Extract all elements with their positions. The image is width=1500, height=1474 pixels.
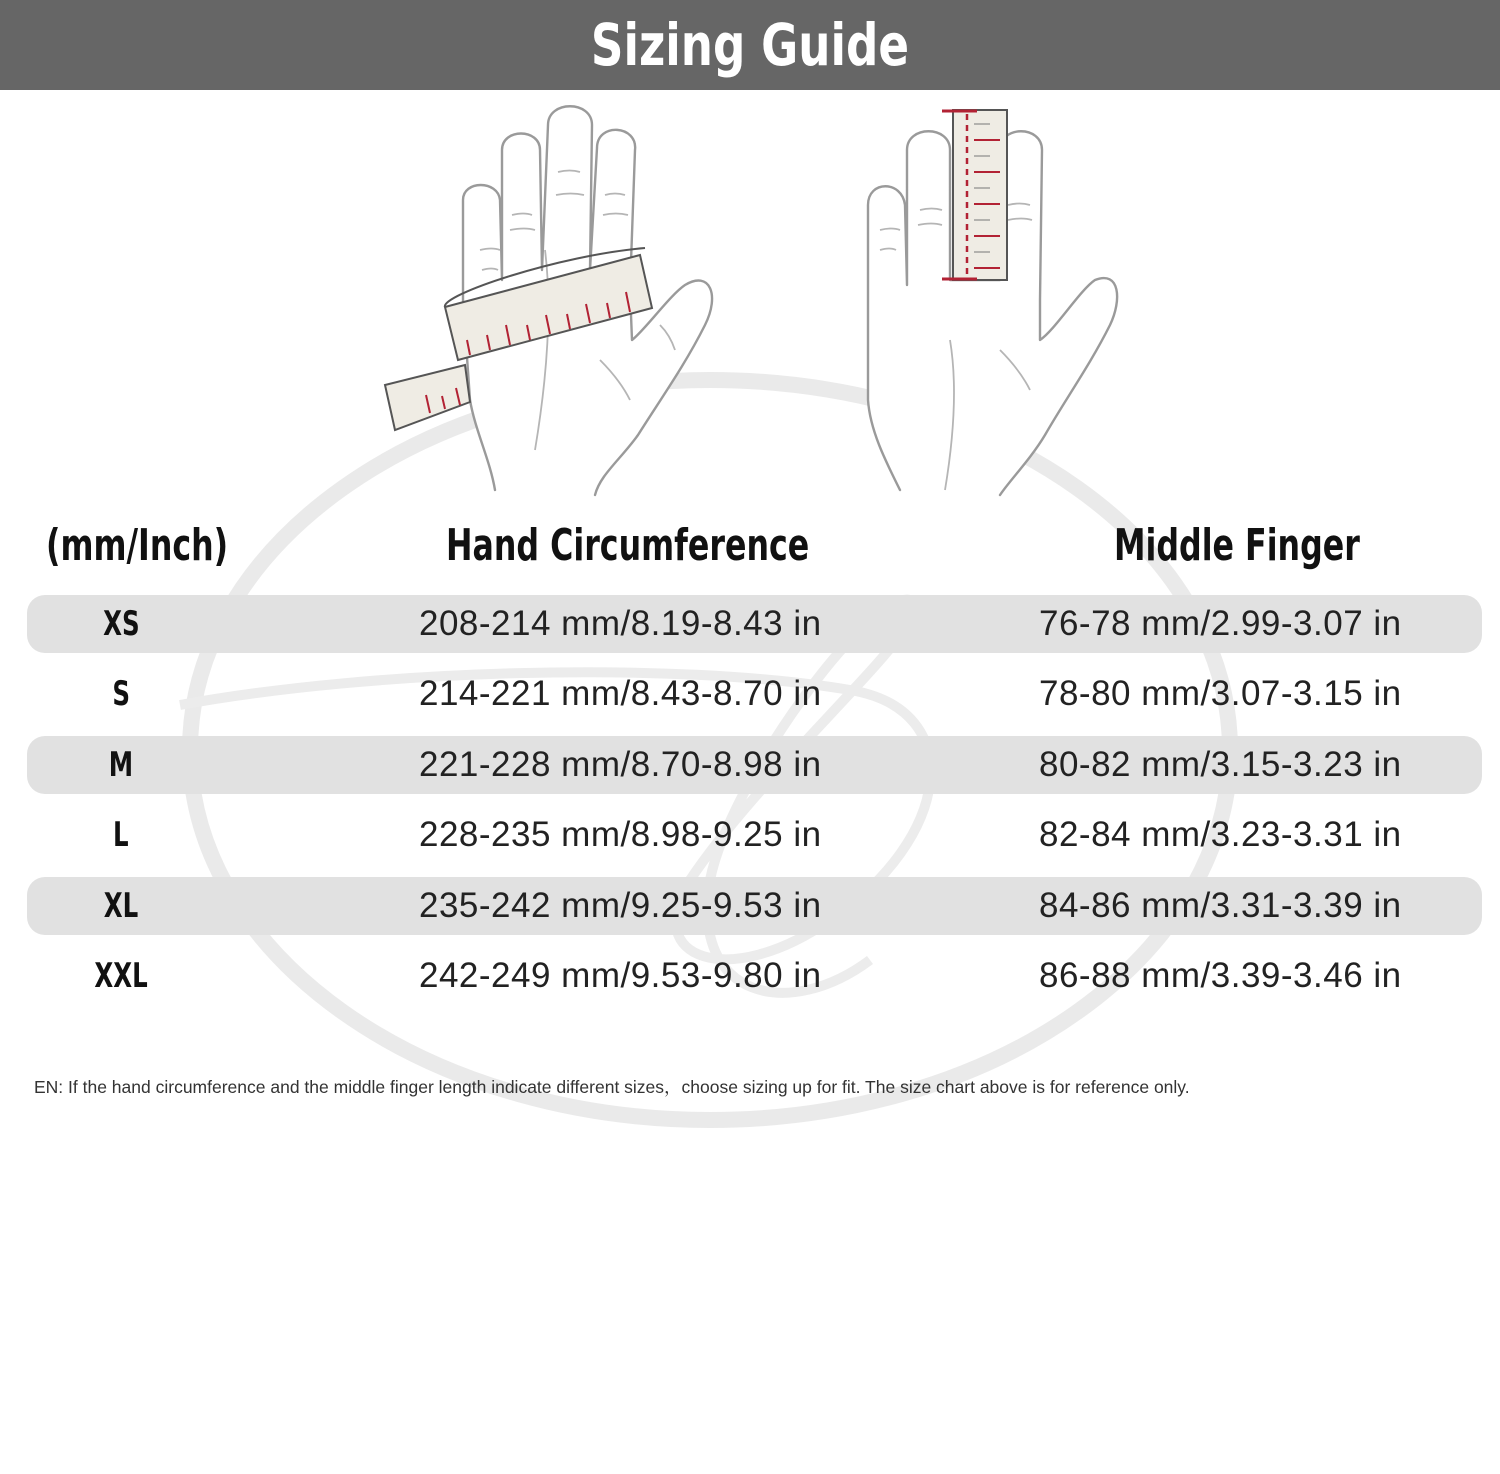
middle-finger-header: Middle Finger — [1114, 520, 1360, 571]
table-row — [27, 947, 1482, 1005]
ruler — [942, 110, 1007, 280]
table-row — [27, 877, 1482, 935]
size-label: L — [113, 815, 129, 855]
hand-circumference-value: 221-228 mm/8.70-8.98 in — [419, 745, 822, 784]
hand-circumference-value: 235-242 mm/9.25-9.53 in — [419, 886, 822, 925]
hand-circumference-value: 228-235 mm/8.98-9.25 in — [419, 815, 822, 854]
size-label: M — [108, 745, 134, 785]
hand-circumference-value: 242-249 mm/9.53-9.80 in — [419, 956, 822, 995]
hand-circumference-value: 208-214 mm/8.19-8.43 in — [419, 604, 822, 643]
size-label: XL — [103, 886, 139, 926]
middle-finger-value: 78-80 mm/3.07-3.15 in — [1039, 674, 1402, 713]
hand-circumference-illustration — [370, 100, 730, 500]
size-label: XXL — [94, 956, 148, 996]
page-title: Sizing Guide — [590, 11, 910, 79]
hand-circumference-value: 214-221 mm/8.43-8.70 in — [419, 674, 822, 713]
table-row — [27, 595, 1482, 653]
middle-finger-value: 80-82 mm/3.15-3.23 in — [1039, 745, 1402, 784]
table-row — [27, 806, 1482, 864]
middle-finger-illustration — [850, 100, 1130, 500]
hand-circumference-header: Hand Circumference — [446, 520, 810, 571]
middle-finger-value: 76-78 mm/2.99-3.07 in — [1039, 604, 1402, 643]
size-label: XS — [102, 604, 140, 644]
middle-finger-value: 82-84 mm/3.23-3.31 in — [1039, 815, 1402, 854]
table-row — [27, 665, 1482, 723]
size-label: S — [112, 674, 130, 714]
middle-finger-value: 86-88 mm/3.39-3.46 in — [1039, 956, 1402, 995]
unit-header: (mm/Inch) — [46, 520, 229, 571]
table-row — [27, 736, 1482, 794]
middle-finger-value: 84-86 mm/3.31-3.39 in — [1039, 886, 1402, 925]
title-bar — [0, 0, 1500, 90]
footnote: EN: If the hand circumference and the middle finger length indicate different sizes，choose sizing up for fit. The size chart above is for reference only. — [34, 1077, 1190, 1097]
